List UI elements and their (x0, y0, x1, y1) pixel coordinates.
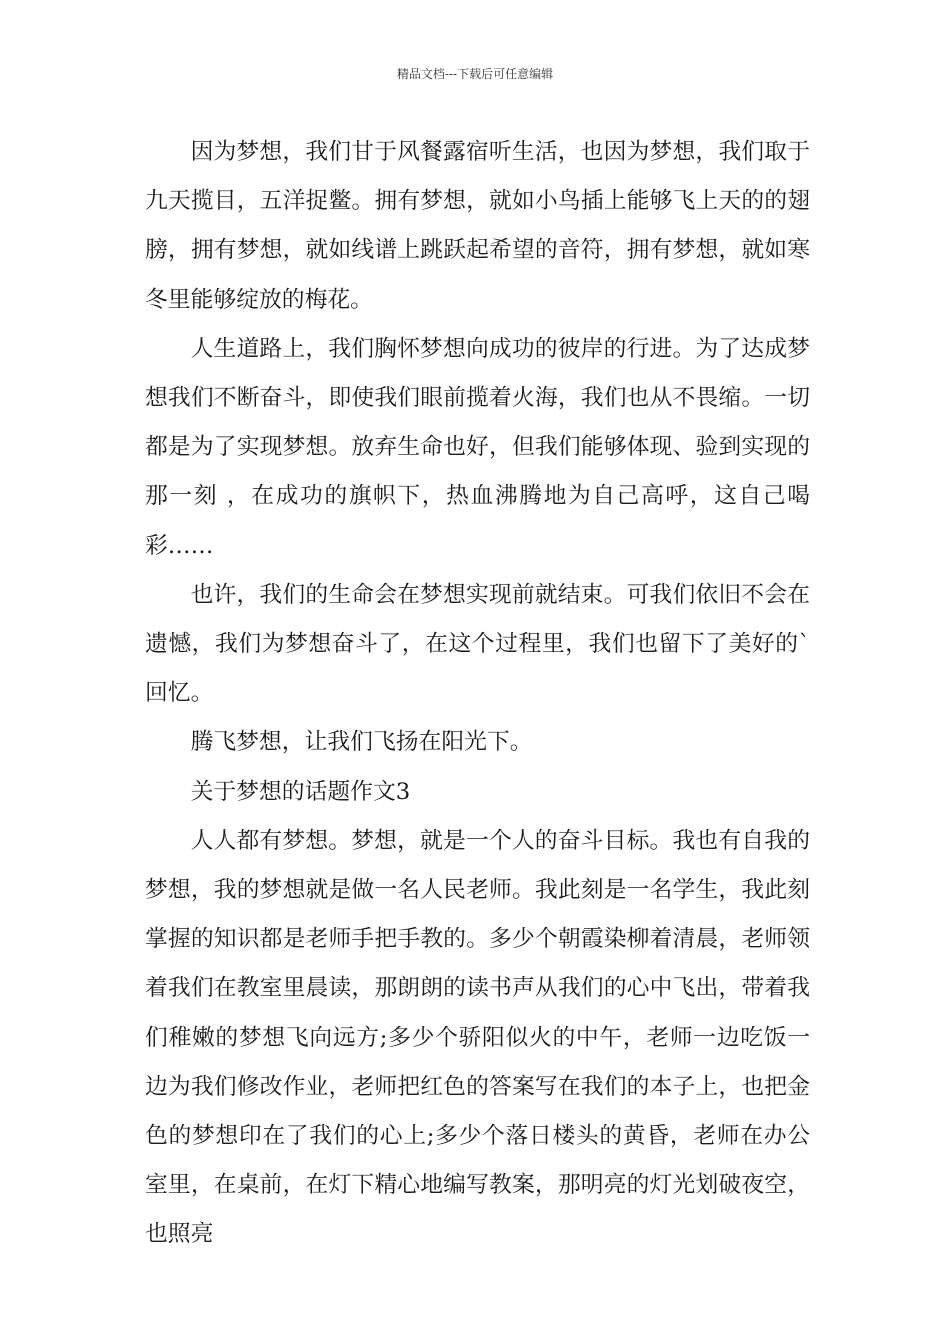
page-header: 精品文档---下载后可任意编辑 (396, 67, 554, 81)
section-heading: 关于梦想的话题作文3 (190, 778, 411, 805)
paragraph: 人生道路上，我们胸怀梦想向成功的彼岸的行进。为了达成梦想我们不断奋斗，即使我们眼前揽着火海，我们也从不畏缩。一切都是为了实现梦想。放弃生命也好，但我们能够体现、验到实现的那一刻 ，在成功的旗帜下，热血沸腾地为自己高呼，这自己喝彩…… (145, 335, 810, 559)
paragraph: 人人都有梦想。梦想，就是一个人的奋斗目标。我也有自我的梦想，我的梦想就是做一名人民老师。我此刻是一名学生，我此刻掌握的知识都是老师手把手教的。多少个朝霞染柳着清晨，老师领着我们在教室里晨读，那朗朗的读书声从我们的心中飞出，带着我们稚嫩的梦想飞向远方;多少个骄阳似火的中午，老师一边吃饭一边为我们修改作业，老师把红色的答案写在我们的本子上，也把金色的梦想印在了我们的心上;多少个落日楼头的黄昏，老师在办公室里，在桌前，在灯下精心地编写教案，那明亮的灯光划破夜空，也照亮 (145, 827, 810, 1248)
paragraph: 也许，我们的生命会在梦想实现前就结束。可我们依旧不会在遗憾，我们为梦想奋斗了，在这个过程里，我们也留下了美好的`回忆。 (145, 581, 810, 707)
paragraph: 因为梦想，我们甘于风餐露宿听生活，也因为梦想，我们取于九天揽目，五洋捉鳖。拥有梦想，就如小鸟插上能够飞上天的的翅膀，拥有梦想，就如线谱上跳跃起希望的音符，拥有梦想，就如寒冬里能够绽放的梅花。 (145, 139, 810, 313)
document-body (145, 128, 810, 1260)
paragraph: 腾飞梦想，让我们飞扬在阳光下。 (190, 729, 533, 756)
